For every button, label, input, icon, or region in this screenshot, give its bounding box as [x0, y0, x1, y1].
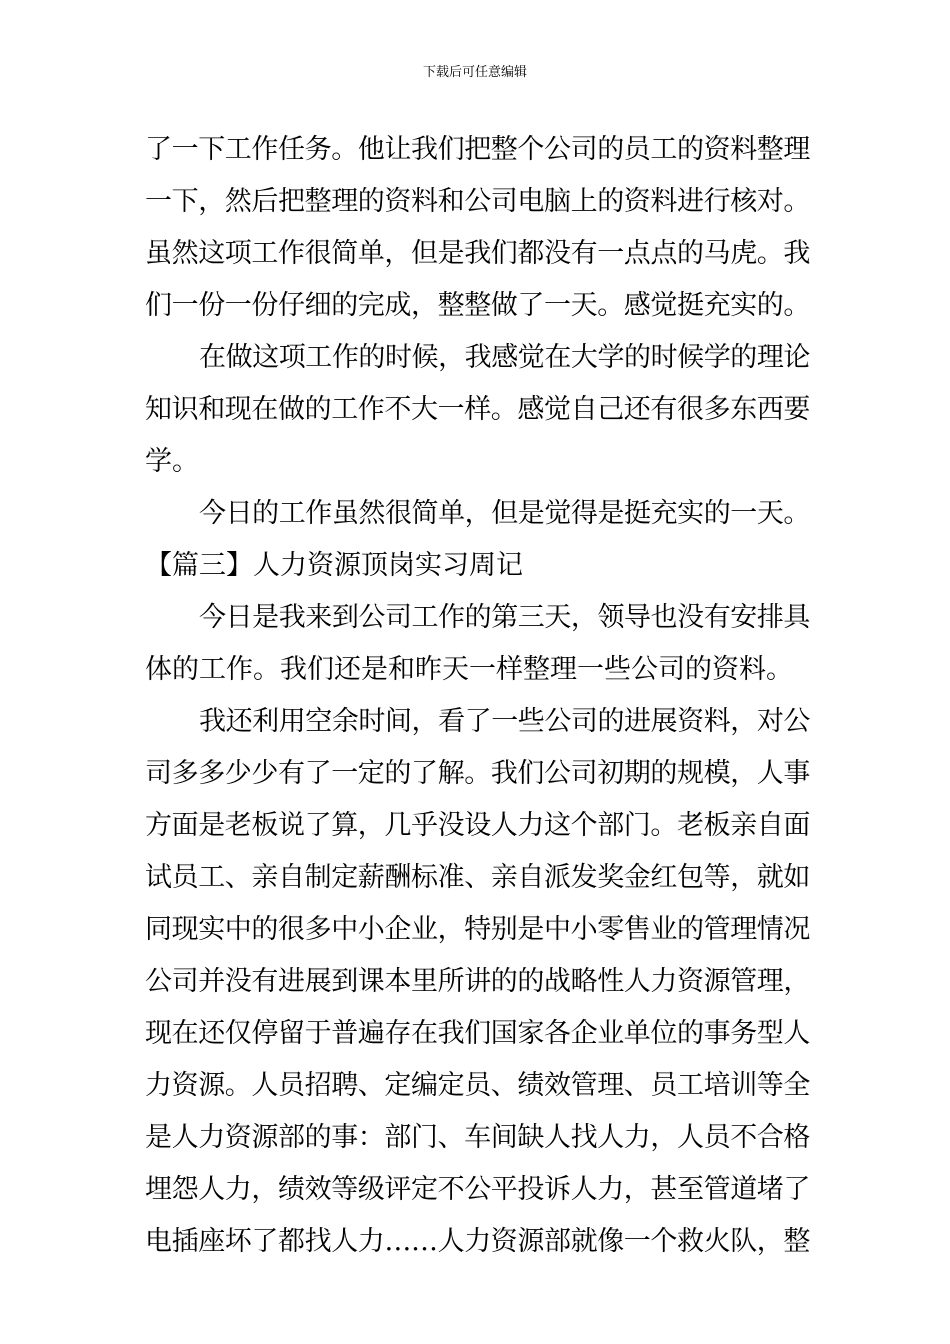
text-line: 埋怨人力，绩效等级评定不公平投诉人力，甚至管道堵了 — [145, 1174, 810, 1205]
page-header: 下载后可任意编辑 — [422, 65, 527, 80]
text-line: 学。 — [145, 446, 199, 477]
text-line: 同现实中的很多中小企业，特别是中小零售业的管理情况 — [145, 914, 810, 945]
text-line: 体的工作。我们还是和昨天一样整理一些公司的资料。 — [145, 654, 793, 685]
text-line: 今日的工作虽然很简单，但是觉得是挺充实的一天。 — [199, 498, 810, 529]
text-line: 我还利用空余时间，看了一些公司的进展资料，对公 — [199, 706, 810, 737]
text-line: 试员工、亲自制定薪酬标准、亲自派发奖金红包等，就如 — [145, 862, 810, 893]
text-line: 【篇三】人力资源顶岗实习周记 — [145, 550, 523, 581]
text-line: 了一下工作任务。他让我们把整个公司的员工的资料整理 — [145, 134, 810, 165]
document-body — [145, 124, 810, 1268]
text-line: 公司并没有进展到课本里所讲的的战略性人力资源管理， — [145, 966, 810, 997]
text-line: 们一份一份仔细的完成，整整做了一天。感觉挺充实的。 — [145, 290, 810, 321]
text-line: 知识和现在做的工作不大一样。感觉自己还有很多东西要 — [145, 394, 810, 425]
text-line: 在做这项工作的时候，我感觉在大学的时候学的理论 — [199, 342, 810, 373]
text-line: 方面是老板说了算，几乎没设人力这个部门。老板亲自面 — [145, 810, 810, 841]
text-line: 力资源。人员招聘、定编定员、绩效管理、员工培训等全 — [145, 1070, 810, 1101]
text-line: 一下，然后把整理的资料和公司电脑上的资料进行核对。 — [145, 186, 810, 217]
text-line: 今日是我来到公司工作的第三天，领导也没有安排具 — [199, 602, 810, 633]
text-line: 现在还仅停留于普遍存在我们国家各企业单位的事务型人 — [145, 1018, 810, 1049]
text-line: 电插座坏了都找人力……人力资源部就像一个救火队，整 — [145, 1226, 810, 1257]
text-line: 虽然这项工作很简单，但是我们都没有一点点的马虎。我 — [145, 238, 810, 269]
text-line: 司多多少少有了一定的了解。我们公司初期的规模，人事 — [145, 758, 810, 789]
text-line: 是人力资源部的事：部门、车间缺人找人力，人员不合格 — [145, 1122, 810, 1153]
